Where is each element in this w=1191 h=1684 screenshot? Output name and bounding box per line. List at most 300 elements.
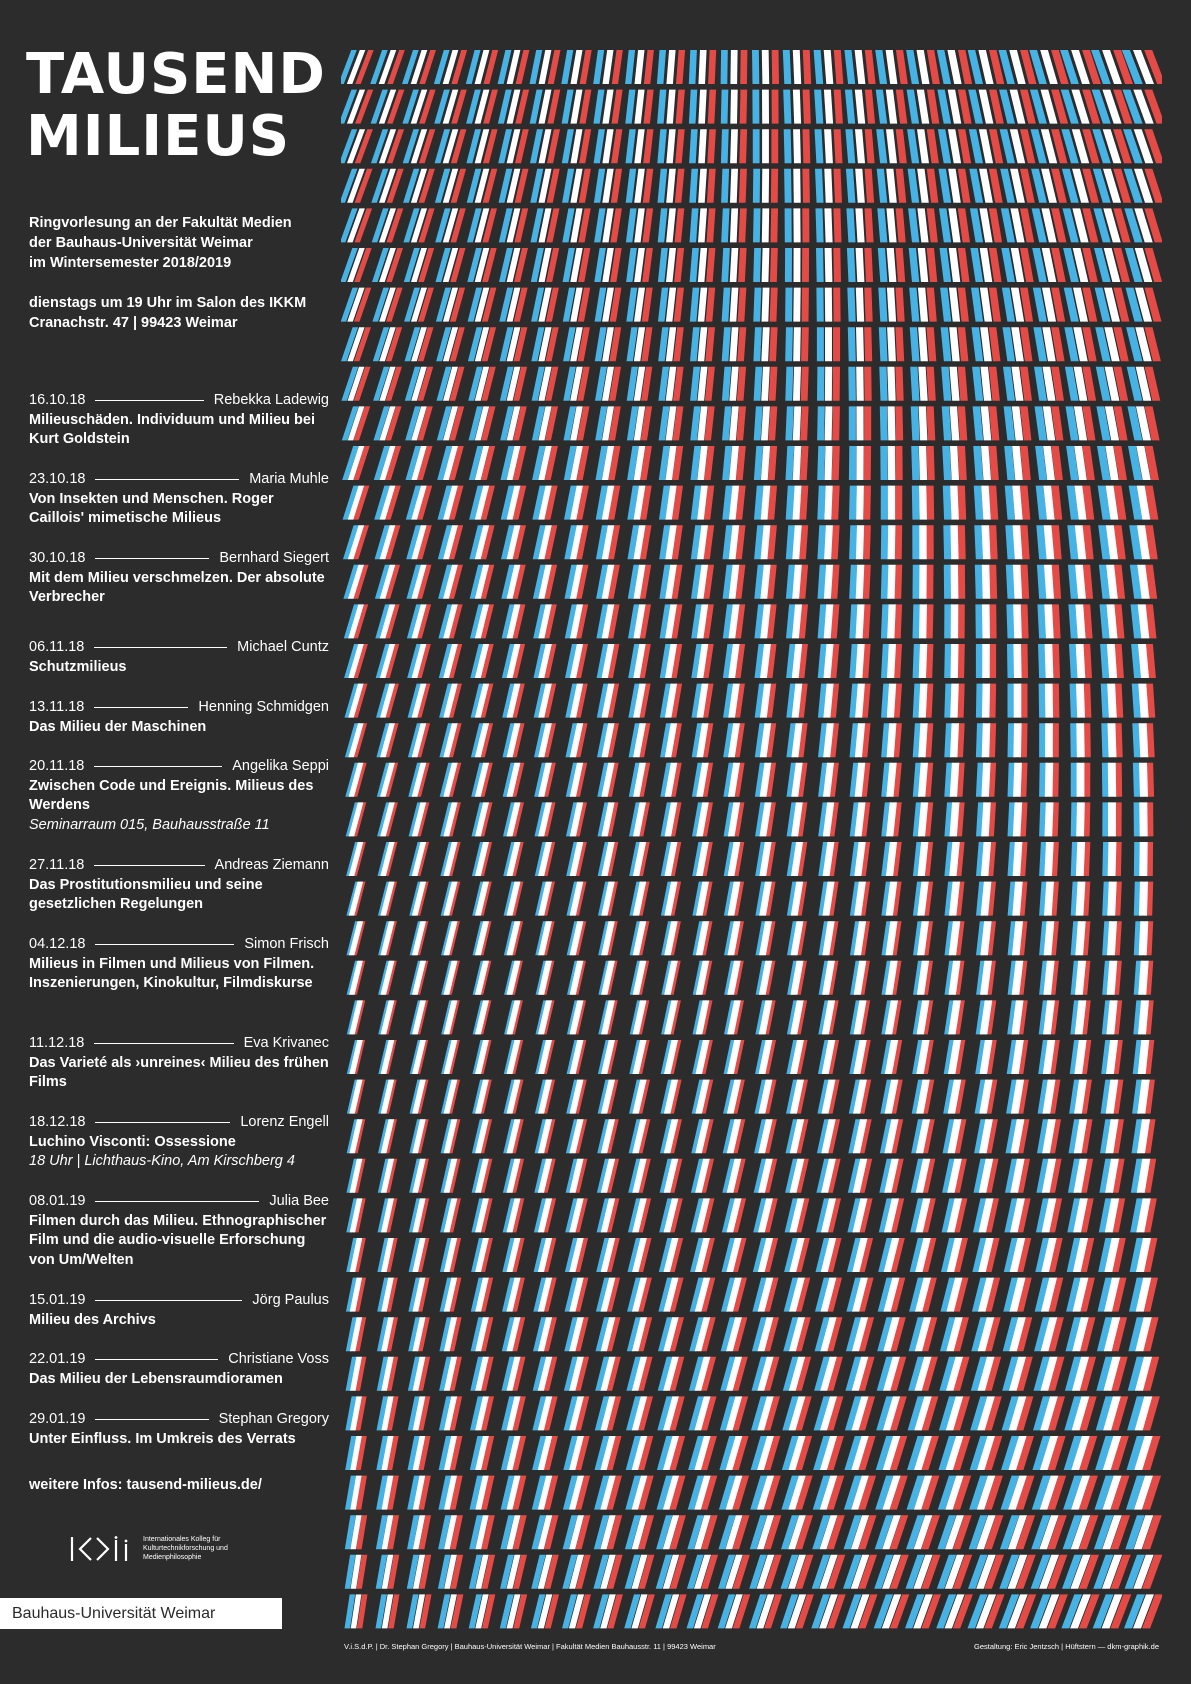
stripe-group <box>784 129 811 163</box>
stripe-group <box>786 684 807 718</box>
stripe-group <box>535 1119 556 1153</box>
stripe-group <box>657 50 685 84</box>
stripe-group <box>532 1515 559 1549</box>
stripe-group <box>531 288 559 322</box>
stripe-white <box>825 288 832 322</box>
stripe-group <box>911 1159 936 1193</box>
stripe-red <box>772 90 779 124</box>
stripe-white <box>887 367 895 401</box>
stripe-group <box>753 169 778 203</box>
stripe-white <box>762 169 769 203</box>
stripe-group <box>466 50 498 84</box>
stripe-group <box>753 208 778 242</box>
stripe-group <box>689 1357 716 1391</box>
stripe-blue <box>754 367 763 401</box>
stripe-group <box>530 169 559 203</box>
stripe-white <box>1139 921 1149 955</box>
stripe-group <box>563 248 591 282</box>
stripe-group <box>976 1000 997 1034</box>
stripe-blue <box>878 248 888 282</box>
stripe-group <box>1063 208 1099 242</box>
stripe-group <box>595 367 621 401</box>
stripe-white <box>730 327 739 361</box>
stripe-group <box>845 1396 875 1430</box>
stripe-group <box>629 802 650 836</box>
stripe-group <box>1127 1436 1161 1470</box>
stripe-group <box>658 248 684 282</box>
stripe-blue <box>815 129 824 163</box>
stripe-white <box>1045 763 1053 797</box>
stripe-blue <box>784 169 792 203</box>
stripe-group <box>440 1278 462 1312</box>
stripe-blue <box>908 208 919 242</box>
stripe-group <box>785 208 810 242</box>
lecture-divider <box>95 1122 230 1123</box>
stripe-blue <box>849 446 857 480</box>
stripe-group <box>786 446 809 480</box>
stripe-white <box>793 208 800 242</box>
stripe-red <box>958 406 968 440</box>
stripe-group <box>1132 1080 1155 1114</box>
stripe-blue <box>817 367 824 401</box>
stripe-group <box>502 1317 525 1351</box>
stripe-group <box>818 1000 838 1034</box>
stripe-group <box>1000 169 1035 203</box>
stripe-group <box>976 802 996 836</box>
stripe-group <box>723 644 745 678</box>
stripe-group <box>942 406 968 440</box>
stripe-group <box>409 802 430 836</box>
stripe-group <box>1134 842 1153 876</box>
stripe-group <box>908 208 938 242</box>
stripe-white <box>698 169 707 203</box>
stripe-group <box>1005 1159 1030 1193</box>
stripe-group <box>1097 1317 1127 1351</box>
stripe-group <box>473 961 492 995</box>
stripe-group <box>781 1476 812 1510</box>
stripe-group <box>504 1080 524 1114</box>
stripe-group <box>1132 723 1154 757</box>
stripe-group <box>845 1357 874 1391</box>
stripe-group <box>849 486 871 520</box>
stripe-blue <box>911 446 919 480</box>
stripe-group <box>913 921 933 955</box>
stripe-group <box>658 1357 685 1391</box>
stripe-group <box>1068 604 1092 638</box>
stripe-blue <box>626 169 637 203</box>
intro-line: dienstags um 19 Uhr im Salon des IKKM <box>29 295 307 311</box>
stripe-red <box>927 288 937 322</box>
stripe-group <box>378 1040 396 1074</box>
stripe-red <box>803 90 811 124</box>
stripe-group <box>657 1396 684 1430</box>
stripe-blue <box>944 604 952 638</box>
stripe-white <box>1076 723 1084 757</box>
stripe-group <box>881 882 901 916</box>
stripe-group <box>818 802 839 836</box>
stripe-group <box>625 50 654 84</box>
stripe-group <box>818 763 839 797</box>
stripe-group <box>941 1278 969 1312</box>
stripe-group <box>441 882 461 916</box>
stripe-blue <box>753 129 760 163</box>
stripe-group <box>377 1317 398 1351</box>
stripe-group <box>691 604 714 638</box>
lecture-speaker: Lorenz Engell <box>240 1114 329 1130</box>
stripe-group <box>402 90 435 124</box>
stripe-group <box>1037 1119 1061 1153</box>
stripe-white <box>824 169 832 203</box>
stripe-group <box>630 1000 650 1034</box>
stripe-red <box>708 90 716 124</box>
lecture-title: Das Varieté als ›unreines‹ Milieu des frühen Films <box>29 1054 329 1090</box>
stripe-group <box>753 1238 778 1272</box>
stripe-group <box>969 129 1003 163</box>
stripe-group <box>1005 486 1031 520</box>
stripe-white <box>855 50 866 84</box>
stripe-group <box>535 921 554 955</box>
stripe-group <box>502 1238 524 1272</box>
stripe-group <box>501 1396 526 1430</box>
stripe-group <box>908 1357 938 1391</box>
stripe-group <box>626 1436 654 1470</box>
stripe-group <box>500 1555 527 1589</box>
stripe-group <box>502 1357 526 1391</box>
stripe-group <box>1127 1396 1160 1430</box>
stripe-group <box>407 1476 431 1510</box>
stripe-white <box>825 327 832 361</box>
stripe-group <box>373 367 402 401</box>
stripe-group <box>1039 684 1060 718</box>
stripe-group <box>1068 1159 1093 1193</box>
stripe-group <box>819 961 839 995</box>
lecture-item <box>29 698 329 737</box>
stripe-group <box>596 525 620 559</box>
stripe-white <box>1139 723 1149 757</box>
stripe-group <box>434 50 467 84</box>
stripe-group <box>1031 169 1067 203</box>
stripe-blue <box>753 327 761 361</box>
stripe-group <box>378 921 397 955</box>
stripe-group <box>1008 684 1028 718</box>
stripe-group <box>720 1357 748 1391</box>
stripe-group <box>596 1238 620 1272</box>
lecture-item <box>29 549 329 608</box>
stripe-group <box>876 1396 907 1430</box>
stripe-group <box>848 367 871 401</box>
stripe-group <box>378 1000 397 1034</box>
stripe-group <box>345 1515 367 1549</box>
stripe-group <box>942 446 967 480</box>
stripe-group <box>690 327 715 361</box>
stripe-group <box>596 604 619 638</box>
stripe-white <box>982 525 991 559</box>
stripe-group <box>943 1119 967 1153</box>
stripe-group <box>972 1278 1000 1312</box>
stripe-red <box>802 208 809 242</box>
stripe-group <box>374 406 402 440</box>
stripe-group <box>1128 1317 1158 1351</box>
stripe-group <box>598 961 617 995</box>
stripe-group <box>913 604 934 638</box>
stripe-red <box>865 129 875 163</box>
stripe-group <box>1098 1238 1126 1272</box>
stripe-group <box>689 90 716 124</box>
stripe-white <box>982 565 990 599</box>
stripe-group <box>342 446 370 480</box>
stripe-group <box>534 763 556 797</box>
stripe-group <box>972 367 1000 401</box>
stripe-group <box>472 802 493 836</box>
stripe-group <box>374 446 401 480</box>
stripe-group <box>816 208 842 242</box>
stripe-group <box>409 882 428 916</box>
stripe-white <box>919 446 927 480</box>
stripe-group <box>875 50 908 84</box>
stripe-group <box>434 90 467 124</box>
stripe-group <box>597 1119 619 1153</box>
stripe-group <box>629 763 650 797</box>
stripe-group <box>406 486 432 520</box>
stripe-group <box>876 1436 908 1470</box>
stripe-group <box>913 763 933 797</box>
stripe-red <box>834 169 843 203</box>
stripe-group <box>814 50 844 84</box>
stripe-group <box>500 367 527 401</box>
more-info-link[interactable]: weitere Infos: tausend-milieus.de/ <box>29 1477 262 1493</box>
stripe-red <box>802 169 810 203</box>
lecture-date: 06.11.18 <box>29 639 85 655</box>
stripe-white <box>825 446 833 480</box>
stripe-group <box>626 129 654 163</box>
stripe-group <box>690 367 715 401</box>
stripe-group <box>1004 1198 1030 1232</box>
stripe-group <box>1093 1594 1132 1628</box>
stripe-group <box>687 1555 718 1589</box>
intro-line: Ringvorlesung an der Fakultät Medien <box>29 215 292 231</box>
stripe-red <box>707 169 716 203</box>
stripe-red <box>865 90 875 124</box>
stripe-blue <box>816 288 823 322</box>
stripe-group <box>941 367 968 401</box>
stripe-group <box>409 1159 429 1193</box>
stripe-group <box>1133 1000 1153 1034</box>
stripe-red <box>740 90 748 124</box>
stripe-white <box>794 248 801 282</box>
stripe-red <box>833 327 840 361</box>
stripe-white <box>1013 763 1022 797</box>
stripe-group <box>341 367 370 401</box>
lecture-title: Mit dem Milieu verschmelzen. Der absolute Verbrecher <box>29 569 325 605</box>
stripe-group <box>472 882 492 916</box>
stripe-group <box>752 1357 780 1391</box>
stripe-group <box>438 1476 462 1510</box>
intro-line: im Wintersemester 2018/2019 <box>29 255 232 271</box>
stripe-group <box>754 604 776 638</box>
stripe-group <box>942 1198 968 1232</box>
stripe-group <box>1032 208 1067 242</box>
stripe-group <box>345 763 366 797</box>
stripe-group <box>593 90 622 124</box>
stripe-group <box>500 406 527 440</box>
stripe-group <box>786 525 808 559</box>
stripe-group <box>1063 1515 1099 1549</box>
stripe-group <box>501 1436 526 1470</box>
stripe-group <box>347 921 366 955</box>
stripe-group <box>755 882 775 916</box>
stripe-group <box>410 1040 429 1074</box>
stripe-white <box>824 50 834 84</box>
stripe-group <box>690 1238 715 1272</box>
stripe-group <box>722 1159 745 1193</box>
stripe-group <box>722 288 747 322</box>
stripe-group <box>534 1198 556 1232</box>
stripe-group <box>971 1317 1000 1351</box>
stripe-group <box>939 1396 970 1430</box>
stripe-group <box>787 921 807 955</box>
lecture-date: 16.10.18 <box>29 392 86 408</box>
stripe-blue <box>847 248 856 282</box>
stripe-white <box>949 367 959 401</box>
stripe-blue <box>880 446 888 480</box>
stripe-group <box>881 525 902 559</box>
stripe-group <box>817 525 839 559</box>
stripe-group <box>378 961 397 995</box>
stripe-blue <box>815 169 824 203</box>
stripe-group <box>1097 446 1127 480</box>
stripe-group <box>345 684 368 718</box>
stripe-blue <box>817 446 825 480</box>
stripe-group <box>377 802 398 836</box>
stripe-group <box>439 723 461 757</box>
stripe-group <box>973 1198 999 1232</box>
stripe-group <box>877 1357 907 1391</box>
stripe-group <box>473 1040 492 1074</box>
stripe-white <box>888 446 896 480</box>
stripe-white <box>886 208 896 242</box>
stripe-group <box>598 1080 619 1114</box>
stripe-white <box>730 208 738 242</box>
ikkm-name: Internationales Kolleg für Kulturtechnikforschung und Medienphilosophie <box>143 1536 228 1561</box>
stripe-white <box>793 288 800 322</box>
stripe-group <box>818 644 840 678</box>
lecture-title: Zwischen Code und Ereignis. Milieus des Werdens <box>29 777 314 813</box>
stripe-group <box>501 486 527 520</box>
lecture-item <box>29 757 329 835</box>
lecture-item <box>29 1291 329 1330</box>
stripe-group <box>1099 1198 1125 1232</box>
stripe-white <box>762 288 770 322</box>
stripe-group <box>693 961 713 995</box>
stripe-group <box>846 169 874 203</box>
stripe-group <box>691 1198 715 1232</box>
stripe-group <box>1069 1080 1092 1114</box>
stripe-white <box>825 367 832 401</box>
stripe-white <box>761 327 769 361</box>
stripe-group <box>1005 525 1029 559</box>
stripe-group <box>466 129 497 163</box>
stripe-group <box>783 50 811 84</box>
stripe-group <box>881 604 902 638</box>
stripe-group <box>690 1278 716 1312</box>
stripe-group <box>754 525 777 559</box>
stripe-red <box>958 486 967 520</box>
stripe-group <box>630 921 650 955</box>
stripe-group <box>469 1594 496 1628</box>
stripe-white <box>762 208 769 242</box>
stripe-group <box>1038 1080 1061 1114</box>
stripe-blue <box>785 208 792 242</box>
stripe-group <box>1032 1436 1065 1470</box>
stripe-group <box>690 288 715 322</box>
stripe-group <box>879 1198 904 1232</box>
stripe-white <box>602 90 613 124</box>
stripe-white <box>1014 684 1022 718</box>
stripe-group <box>785 1159 809 1193</box>
stripe-group <box>786 723 807 757</box>
stripe-group <box>752 1317 779 1351</box>
stripe-white <box>698 208 707 242</box>
stripe-group <box>719 1436 748 1470</box>
stripe-group <box>786 486 809 520</box>
stripe-group <box>567 961 586 995</box>
stripe-red <box>864 327 872 361</box>
stripe-white <box>825 248 833 282</box>
stripe-group <box>816 288 840 322</box>
stripe-group <box>596 1317 621 1351</box>
stripe-group <box>441 1080 460 1114</box>
lecture-divider <box>95 1359 218 1360</box>
stripe-group <box>1000 129 1036 163</box>
stripe-group <box>1006 604 1028 638</box>
stripe-group <box>660 1119 682 1153</box>
lecture-item <box>29 1034 329 1093</box>
stripe-red <box>771 129 778 163</box>
stripe-group <box>661 1040 682 1074</box>
stripe-group <box>815 129 843 163</box>
stripe-red <box>800 446 809 480</box>
stripe-group <box>531 1594 559 1628</box>
stripe-group <box>690 208 716 242</box>
stripe-group <box>1127 406 1159 440</box>
stripe-red <box>958 525 966 559</box>
stripe-red <box>770 248 778 282</box>
stripe-group <box>594 1476 622 1510</box>
stripe-group <box>534 723 556 757</box>
lecture-header <box>29 1291 329 1311</box>
stripe-group <box>845 129 874 163</box>
stripe-group <box>471 684 494 718</box>
stripe-group <box>913 842 933 876</box>
stripe-blue <box>721 90 729 124</box>
stripe-group <box>945 882 965 916</box>
stripe-white <box>666 90 675 124</box>
stripe-group <box>755 802 776 836</box>
intro-line: Cranachstr. 47 | 99423 Weimar <box>29 315 238 331</box>
stripe-group <box>879 1159 903 1193</box>
stripe-group <box>502 1278 525 1312</box>
stripe-blue <box>721 129 729 163</box>
stripe-red <box>676 90 685 124</box>
lecture-date: 08.01.19 <box>29 1193 86 1209</box>
stripe-group <box>438 604 462 638</box>
stripe-group <box>565 644 588 678</box>
stripe-group <box>850 842 870 876</box>
lecture-item <box>29 1410 329 1449</box>
stripe-red <box>676 50 685 84</box>
stripe-group <box>405 406 433 440</box>
stripe-group <box>597 1159 619 1193</box>
